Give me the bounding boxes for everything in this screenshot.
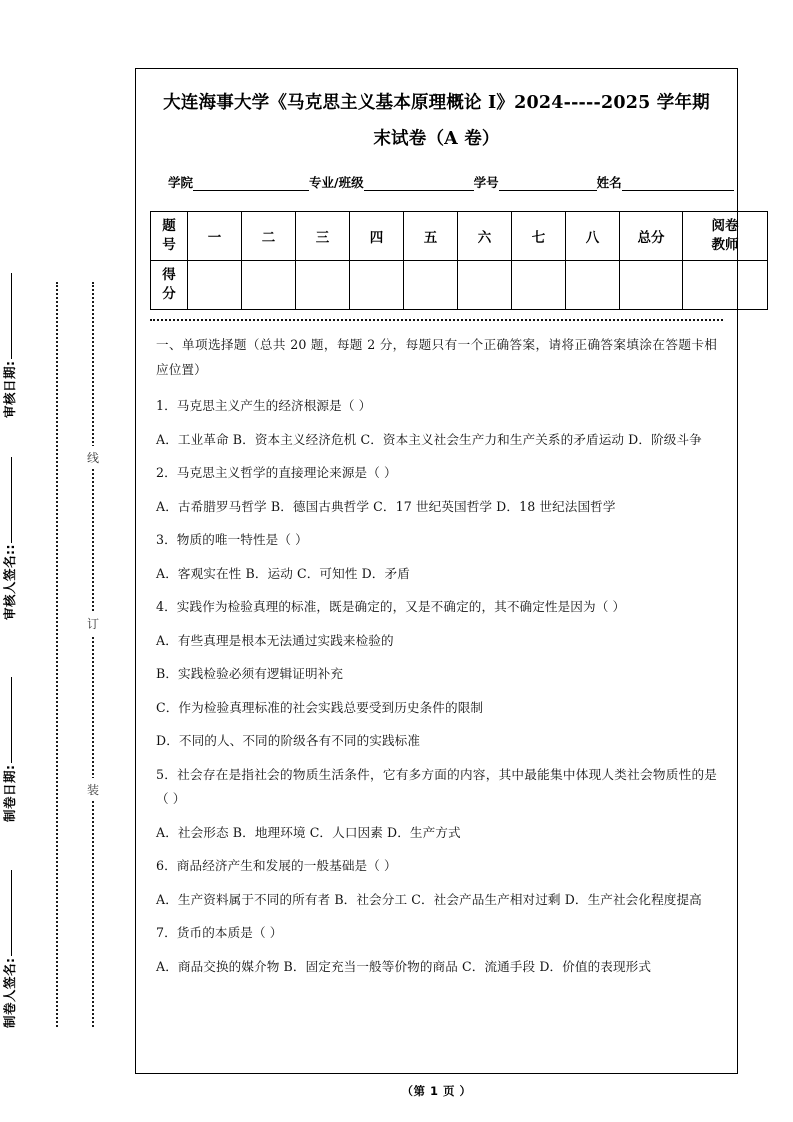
score-col-8: 八 [566,212,620,261]
seal-char-assemble: 装 [84,778,102,801]
question-2-stem: 2．马克思主义哲学的直接理论来源是（ ） [156,465,397,480]
field-college-input[interactable] [193,176,309,191]
margin-rule [11,678,12,764]
score-col-4: 四 [350,212,404,261]
margin-rule [11,457,12,543]
margin-label-maker-date-text: 制卷日期: [2,764,17,822]
seal-dotted-line-outer [56,282,58,1027]
margin-label-maker-signature [0,768,18,1028]
field-major-class-label: 专业/班级 [309,175,364,190]
question-1-stem: 1．马克思主义产生的经济根源是（ ） [156,398,372,413]
table-row-question-numbers [151,212,768,261]
margin-rule [11,274,12,360]
row-label-char-2: 号 [162,237,176,253]
question-5-options: A．社会形态 B．地理环境 C．人口因素 D．生产方式 [156,824,461,840]
margin-label-reviewer-signature-text: 审核人签名:: [2,544,17,620]
page-title-line1: 大连海事大学《马克思主义基本原理概论 I》2024-----2025 学年期 [163,93,710,113]
score-col-3: 三 [296,212,350,261]
section-heading: 一、单项选择题（总共 20 题，每题 2 分，每题只有一个正确答案，请将正确答案填涂在答题卡相应位置） [156,337,717,377]
score-cell-1[interactable] [188,261,242,310]
question-4-option-c: C．作为检验真理标准的社会实践总要受到历史条件的限制 [156,699,484,715]
field-college-label: 学院 [168,175,194,190]
question-6-stem: 6．商品经济产生和发展的一般基础是（ ） [156,858,397,873]
score-col-7: 七 [512,212,566,261]
page-title-line2: 末试卷（A 卷） [373,129,500,149]
field-student-id [474,173,597,191]
score-cell-6[interactable] [458,261,512,310]
score-cell-marker-teacher[interactable] [683,261,768,310]
field-name-label: 姓名 [596,175,622,190]
question-4-option-d: D．不同的人、不同的阶级各有不同的实践标准 [156,733,421,748]
score-col-total: 总分 [620,212,683,261]
score-col-marker-teacher [683,212,768,261]
margin-rule [11,871,12,957]
field-student-id-input[interactable] [499,176,597,191]
score-cell-5[interactable] [404,261,458,310]
question-4-option-b: B．实践检验必须有逻辑证明补充 [156,666,344,681]
marker-label-line1: 阅卷 [711,218,739,234]
score-col-1: 一 [188,212,242,261]
question-4-option-a: A．有些真理是根本无法通过实践来检验的 [156,632,394,648]
margin-label-maker-signature-text: 制卷人签名: [2,957,17,1028]
question-3-options: A．客观实在性 B．运动 C．可知性 D．矛盾 [156,565,410,581]
field-name [597,173,734,191]
seal-char-line: 线 [84,446,102,469]
margin-label-review-date-text: 审核日期: [2,360,17,418]
student-identity-line [168,173,723,191]
page-footer: （第 1 页 ） [401,1084,472,1098]
row-label-char-2: 分 [162,286,176,302]
question-1-options: A．工业革命 B．资本主义经济危机 C．资本主义社会生产力和生产关系的矛盾运动 D．阶级斗争 [156,431,702,447]
field-major-class-input[interactable] [364,176,474,191]
score-col-6: 六 [458,212,512,261]
score-cell-4[interactable] [350,261,404,310]
seal-char-bind: 订 [84,612,102,635]
question-body [150,321,723,979]
score-cell-total[interactable] [620,261,683,310]
table-row-scores [151,261,768,310]
row-label-char-1: 题 [162,218,176,234]
question-2-options: A．古希腊罗马哲学 B．德国古典哲学 C．17 世纪英国哲学 D．18 世纪法国哲学 [156,498,616,514]
field-name-input[interactable] [622,176,734,191]
score-cell-3[interactable] [296,261,350,310]
marker-label-line2: 教师 [711,237,739,253]
seal-dotted-line-inner [92,282,94,1027]
exam-paper-frame [135,68,738,1074]
question-7-options: A．商品交换的媒介物 B．固定充当一般等价物的商品 C．流通手段 D．价值的表现形式 [156,958,652,974]
score-col-2: 二 [242,212,296,261]
question-5-stem: 5．社会存在是指社会的物质生活条件，它有多方面的内容，其中最能集中体现人类社会物质性的是（ ） [156,766,717,806]
question-3-stem: 3．物质的唯一特性是（ ） [156,532,308,547]
score-table-row-label-score [151,261,188,310]
question-7-stem: 7．货币的本质是（ ） [156,925,283,940]
score-table [150,211,768,310]
question-4-stem: 4．实践作为检验真理的标准，既是确定的，又是不确定的，其不确定性是因为（ ） [156,599,626,614]
page-title [150,85,723,157]
score-col-5: 五 [404,212,458,261]
question-6-options: A．生产资料属于不同的所有者 B．社会分工 C．社会产品生产相对过剩 D．生产社会化程度提高 [156,891,702,907]
field-major-class [309,173,474,191]
field-college [168,173,309,191]
score-cell-7[interactable] [512,261,566,310]
row-label-char-1: 得 [162,267,176,283]
score-cell-8[interactable] [566,261,620,310]
left-margin-column [0,0,130,1122]
field-student-id-label: 学号 [473,175,499,190]
score-cell-2[interactable] [242,261,296,310]
score-table-row-label-question-no [151,212,188,261]
